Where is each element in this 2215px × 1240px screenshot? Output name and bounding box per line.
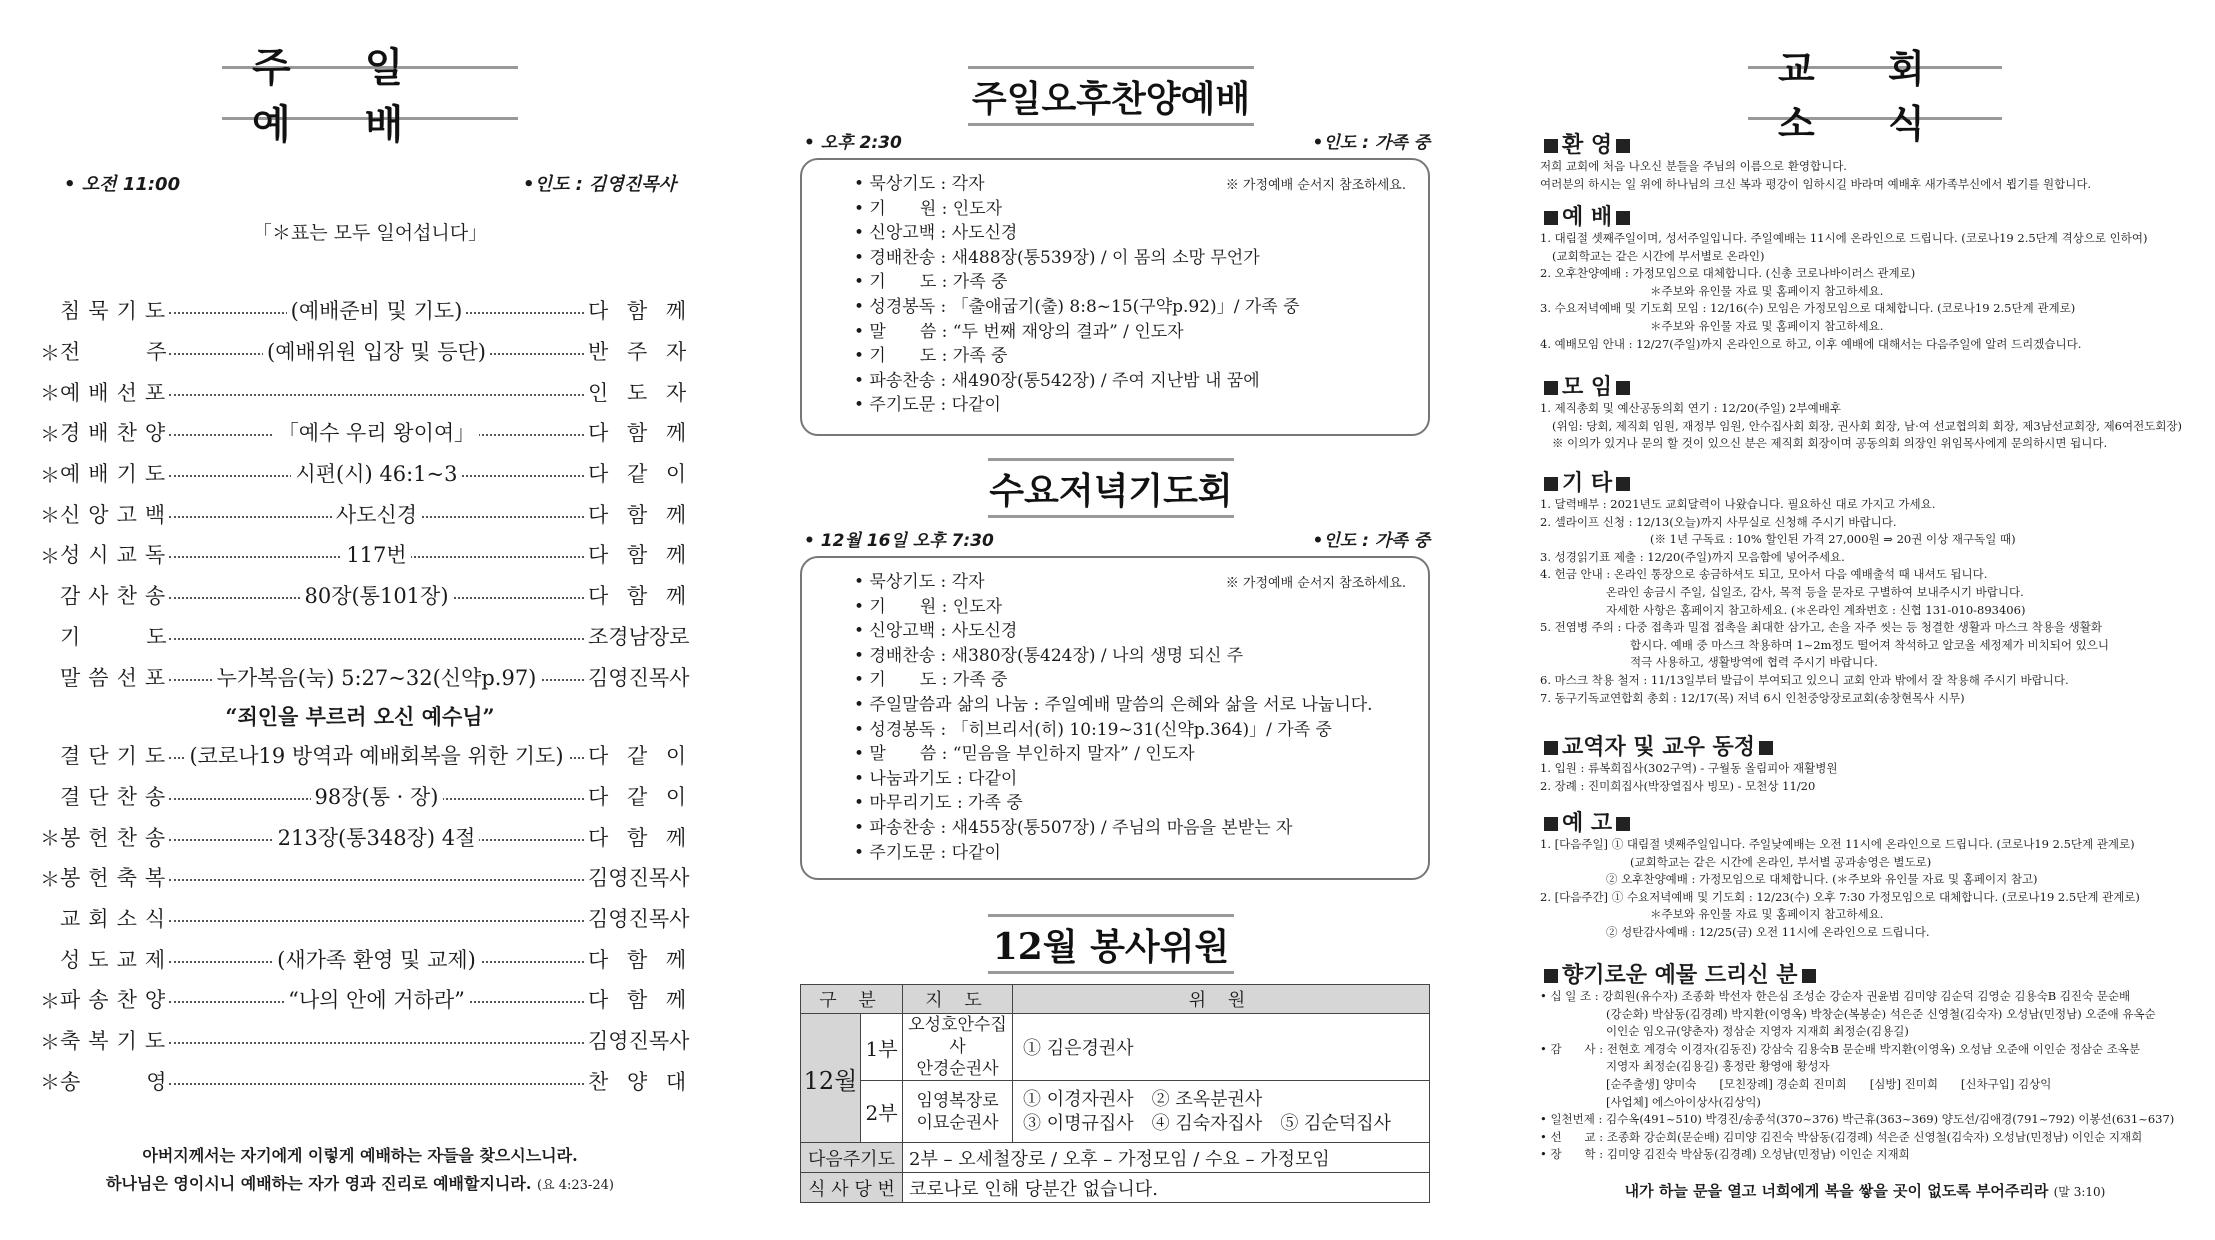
part1-wiwon: ① 김은경권사 (1013, 1014, 1430, 1081)
notice-text (1540, 836, 2190, 942)
text-line: • 말 씀 : “믿음을 부인하지 말자” / 인도자 (854, 744, 1195, 765)
order-label: 결단찬송 (60, 784, 174, 809)
order-detail: 117번 (342, 539, 410, 569)
section-welcome (1540, 128, 1634, 159)
order-detail: “나의 안에 거하라” (284, 984, 469, 1014)
text-line: • 경배찬송 : 새488장(통539장) / 이 몸의 소망 무언가 (854, 247, 1260, 268)
order-person: 다 함 께 (588, 584, 693, 609)
text-line: • 파송찬송 : 새455장(통507장) / 주님의 마음을 본받는 자 (854, 817, 1293, 838)
dot-leader (169, 1071, 584, 1091)
dot-leader (169, 908, 584, 928)
verse-ref: (요 4:23-24) (537, 1178, 614, 1193)
text-line: • 기 도 : 가족 중 (854, 272, 1008, 293)
standing-star: ＊ (40, 988, 60, 1013)
church-news-title: 교 회 소 식 (1748, 66, 2002, 120)
service-leader: •인도 : 김영진목사 (523, 174, 676, 195)
right-column (1540, 0, 2190, 1240)
dot-leader (169, 1030, 584, 1050)
order-item (40, 412, 693, 453)
text-line: ＊주보와 유인물 자료 및 홈페이지 참고하세요. (1650, 907, 1884, 922)
order-item (40, 493, 693, 534)
service-time: • 오전 11:00 (64, 174, 181, 195)
standing-star: ＊ (40, 421, 60, 446)
dot-leader (169, 744, 584, 769)
text-line: ② 성탄감사예배 : 12/25(금) 오전 11시에 온라인으로 드립니다. (1606, 924, 1930, 939)
dot-leader (169, 867, 584, 887)
order-person: 다 함 께 (588, 825, 693, 850)
order-person: 조경남장로 (588, 624, 690, 649)
text-line: (※ 1년 구독료 : 10% 할인된 가격 27,000원 ⇒ 20권 이상 재구독일 때) (1650, 532, 2016, 547)
next-prayer-label: 다음주기도 (801, 1143, 903, 1173)
text-line: ※ 이의가 있거나 문의 할 것이 있으신 분은 제직회 회장이며 공동의회 의장인 위임목사에게 문의하시면 됩니다. (1552, 436, 2108, 451)
order-person: 김영진목사 (588, 866, 690, 891)
text-line: 3. 성경읽기표 제출 : 12/20(주일)까지 모음함에 넣어주세요. (1540, 549, 1845, 564)
text-line: • 신앙고백 : 사도신경 (854, 223, 1018, 244)
wednesday-note: ※ 가정예배 순서지 참조하세요. (1225, 576, 1406, 591)
text-line: • 묵상기도 : 각자 (854, 572, 985, 592)
order-item (40, 979, 693, 1020)
meal-duty-value: 코로나로 인해 당분간 없습니다. (903, 1173, 1430, 1203)
standing-star: ＊ (40, 340, 60, 365)
text-line: • 선 교 : 조종화 강순희(문순배) 김미양 김진숙 박삼동(김경례) 석은준 신영철(김숙자) 오성남(민정남) 이인순 지재희 (1540, 1129, 2143, 1144)
order-label: 신앙고백 (60, 502, 174, 527)
order-label: 축복기도 (60, 1029, 174, 1054)
dot-leader (169, 665, 584, 690)
dot-leader (169, 543, 584, 568)
standing-star: ＊ (40, 503, 60, 528)
dot-leader (169, 988, 584, 1013)
order-person: 찬 양 대 (588, 1069, 693, 1094)
text-line: 온라인 송금시 주일, 십일조, 감사, 목적 등을 문자로 구별하여 보내주시기 바랍니다. (1606, 584, 2024, 599)
square-bullet-icon (1616, 477, 1630, 491)
text-line: 1. 제직총회 및 예산공동의회 연기 : 12/20(주일) 2부예배후 (1540, 401, 1841, 415)
text-line: • 주기도문 : 다같이 (854, 842, 1001, 863)
standing-star: ＊ (40, 866, 60, 891)
text-line: [순주출생] 양미숙 [모친장례] 경순희 진미희 [심방] 진미희 [신차구입] 김상익 (1606, 1076, 2052, 1091)
section-offering (1540, 958, 1820, 989)
order-label: 결단기도 (60, 744, 174, 769)
standing-note: 「＊표는 모두 일어섭니다」 (252, 222, 488, 244)
square-bullet-icon (1544, 139, 1558, 153)
left-column (40, 0, 700, 1240)
dot-leader (169, 626, 584, 646)
text-line: 3. 수요저녁예배 및 기도회 모임 : 12/16(수) 모임은 가정모임으로 대체합니다. (코로나19 2.5단계 관계로) (1540, 301, 2076, 316)
order-label: 성도교제 (60, 947, 174, 972)
verse-line-2 (40, 1170, 680, 1200)
order-label: 성시교독 (60, 543, 174, 568)
square-bullet-icon (1544, 969, 1558, 983)
text-line: 지영자 최정순(김용길) 홍정란 황영애 황성자 (1606, 1059, 1830, 1074)
order-label: 교회소식 (60, 906, 174, 931)
order-detail: (예배준비 및 기도) (287, 295, 467, 325)
order-item (40, 453, 693, 494)
order-label: 전 주 (60, 340, 175, 365)
afternoon-worship-title: 주일오후찬양예배 (968, 66, 1254, 126)
text-line: 4. 헌금 안내 : 온라인 통장으로 송금하셔도 되고, 모아서 다음 예배출석 때 내셔도 됩니다. (1540, 567, 1988, 582)
welcome-text (1540, 158, 2190, 193)
text-line: 합시다. 예배 중 마스크 착용하며 1~2m정도 떨어져 착석하고 알코올 세정제가 비치되어 있으니 (1630, 637, 2109, 652)
order-person: 다 같 이 (588, 784, 693, 809)
table-row (801, 1143, 1430, 1173)
order-person: 김영진목사 (588, 665, 690, 690)
text-line: • 기 원 : 인도자 (854, 596, 1003, 617)
section-offering-label: 향기로운 예물 드리신 분 (1562, 962, 1798, 988)
text-line: (교회학교는 같은 시간에 온라인, 부서별 공과송영은 별도로) (1630, 854, 1932, 869)
order-item (40, 776, 693, 817)
order-item (40, 290, 693, 331)
wednesday-prayer-title: 수요저녁기도회 (988, 458, 1234, 518)
order-person: 인 도 자 (588, 380, 693, 405)
order-item (40, 656, 690, 697)
standing-star: ＊ (40, 462, 60, 487)
verse-line-2-text: 하나님은 영이시니 예배하는 자가 영과 진리로 예배할지니라. (106, 1174, 532, 1193)
wednesday-order-list (854, 570, 1373, 865)
afternoon-order-list (854, 172, 1300, 418)
table-row (801, 1173, 1430, 1203)
order-label: 예배기도 (60, 462, 174, 487)
dot-leader (169, 825, 584, 850)
order-of-worship (40, 290, 693, 1101)
wednesday-order-panel (800, 556, 1430, 880)
closing-verse (40, 1142, 680, 1200)
text-line: [사업체] 에스아이상사(김상익) (1606, 1094, 1761, 1109)
text-line: (위임: 당회, 제직회 임원, 재정부 임원, 안수집사회 회장, 권사회 회장, 남·여 선교협의회 회장, 제3남선교회장, 제6여전도회장) (1552, 418, 2183, 433)
order-detail: 사도신경 (332, 499, 421, 529)
square-bullet-icon (1616, 381, 1630, 395)
text-line: • 주일말씀과 삶의 나눔 : 주일예배 말씀의 은혜와 삶을 서로 나눕니다. (854, 694, 1373, 715)
section-staff (1540, 730, 1777, 761)
part1-jido: 오성호안수집사 안경순권사 (903, 1014, 1013, 1081)
next-prayer-value: 2부 – 오세철장로 / 오후 – 가정모임 / 수요 – 가정모임 (903, 1143, 1430, 1173)
afternoon-note: ※ 가정예배 순서지 참조하세요. (1225, 178, 1406, 193)
dot-leader (169, 947, 584, 972)
square-bullet-icon (1544, 477, 1558, 491)
part2-wiwon (1013, 1081, 1430, 1143)
text-line: • 감 사 : 전현호 계경숙 이경자(김동진) 강삼숙 김용숙B 문순배 박지환(이영옥) 오성남 오준애 이인순 정삼순 조옥분 (1540, 1041, 2141, 1056)
text-line: 여러분의 하시는 일 위에 하나님의 크신 복과 평강이 임하시길 바라며 예배후 새가족부신에서 뵙기를 원합니다. (1540, 176, 2092, 191)
part1-cell: 1부 (861, 1014, 903, 1081)
closing-blessing-ref: (말 3:10) (2053, 1185, 2106, 1199)
order-item (40, 898, 690, 939)
text-line: ＊주보와 유인물 자료 및 홈페이지 참고하세요. (1650, 318, 1884, 333)
text-line: 2. 셀라이프 신청 : 12/13(오늘)까지 사무실로 신청해 주시기 바랍니다. (1540, 514, 1897, 529)
dot-leader (169, 462, 584, 487)
order-item (40, 1020, 690, 1061)
order-person: 다 함 께 (588, 502, 693, 527)
text-line: 4. 예배모임 안내 : 12/27(주일)까지 온라인으로 하고, 이후 예배에 대해서는 다음주일에 알려 드리겠습니다. (1540, 336, 2082, 351)
order-item (40, 575, 693, 616)
text-line: • 경배찬송 : 새380장(통424장) / 나의 생명 되신 주 (854, 645, 1244, 666)
standing-star: ＊ (40, 543, 60, 568)
header-jido: 지 도 (903, 985, 1013, 1014)
dot-leader (169, 382, 584, 402)
text-line: • 기 도 : 가족 중 (854, 346, 1008, 367)
text-line: 1. 대림절 셋째주일이며, 성서주일입니다. 주일예배는 11시에 온라인으로 드립니다. (코로나19 2.5단계 격상으로 인하여) (1540, 231, 2148, 245)
order-person: 다 같 이 (588, 462, 693, 487)
text-line: 이인순 임오규(양춘자) 정삼순 지영자 지재희 최정순(김용길) (1606, 1024, 1909, 1039)
text-line: 적극 사용하고, 생활방역에 협력 주시기 바랍니다. (1630, 655, 1878, 670)
text-line: 저희 교회에 처음 나오신 분들을 주님의 이름으로 환영합니다. (1540, 159, 1847, 173)
sunday-worship-title: 주 일 예 배 (222, 66, 518, 120)
square-bullet-icon (1544, 211, 1558, 225)
closing-blessing (1540, 1180, 2190, 1201)
order-detail: 80장(통101장) (300, 580, 452, 610)
wednesday-time: • 12월 16일 오후 7:30 (804, 531, 994, 551)
order-person: 다 같 이 (588, 744, 693, 769)
verse-line-1: 아버지께서는 자기에게 이렇게 예배하는 자들을 찾으시느니라. (142, 1146, 578, 1165)
section-welcome-label: 환 영 (1562, 132, 1613, 158)
sermon-title: “죄인을 부르러 오신 예수님” (225, 703, 495, 729)
month-cell: 12월 (801, 1014, 861, 1143)
order-detail: (예배위원 입장 및 등단) (263, 336, 490, 366)
square-bullet-icon (1759, 741, 1773, 755)
standing-star: ＊ (40, 381, 60, 406)
order-item (40, 331, 693, 372)
text-line: 2. 오후찬양예배 : 가정모임으로 대체합니다. (신총 코로나바이러스 관계로) (1540, 266, 1916, 281)
etc-text (1540, 496, 2190, 707)
part2-wiwon-a: ① 이경자권사 ② 조옥분권사 (1023, 1088, 1263, 1110)
closing-blessing-text: 내가 하늘 문을 열고 너희에게 복을 쌓을 곳이 없도록 부어주리라 (1624, 1182, 2049, 1200)
order-label: 말씀선포 (60, 665, 174, 690)
section-etc (1540, 466, 1634, 497)
section-staff-label: 교역자 및 교우 동정 (1562, 734, 1755, 760)
text-line: 2. [다음주간] ① 수요저녁예배 및 기도회 : 12/23(수) 오후 7:30 가정모임으로 대체합니다. (코로나19 2.5단계 관계로) (1540, 889, 2140, 904)
section-notice (1540, 806, 1634, 837)
text-line: • 신앙고백 : 사도신경 (854, 621, 1018, 642)
text-line: 2. 장례 : 진미희집사(박장열집사 빙모) - 모천상 11/20 (1540, 778, 1816, 793)
part2-wiwon-b: ③ 이명규집사 ④ 김숙자집사 ⑤ 김순덕집사 (1023, 1112, 1391, 1134)
dot-leader (169, 502, 584, 527)
order-item (40, 1060, 693, 1101)
text-line: 6. 마스크 착용 철저 : 11/13일부터 발급이 부여되고 있으니 교회 안과 밖에서 잘 착용해 주시기 바랍니다. (1540, 672, 2069, 687)
text-line: • 일천번제 : 김수옥(491~510) 박경진/송종석(370~376) 박근휴(363~369) 양도선/김애경(791~792) 이봉선(631~637) (1540, 1112, 2175, 1127)
standing-star: ＊ (40, 1029, 60, 1054)
order-detail: (코로나19 방역과 예배회복을 위한 기도) (185, 740, 567, 770)
order-person: 다 함 께 (588, 947, 693, 972)
order-detail: 213장(통348장) 4절 (274, 822, 480, 852)
order-label: 기 도 (60, 624, 175, 649)
afternoon-leader: •인도 : 가족 중 (1312, 133, 1430, 153)
text-line: 1. 입원 : 류복희집사(302구역) - 구월동 올림피아 재활병원 (1540, 761, 1838, 775)
meeting-text (1540, 400, 2190, 453)
order-detail: 「예수 우리 왕이여」 (274, 417, 479, 447)
staff-text (1540, 760, 2190, 795)
order-label: 예배선포 (60, 380, 174, 405)
dot-leader (169, 340, 584, 365)
order-item (40, 534, 693, 575)
wednesday-leader: •인도 : 가족 중 (1312, 531, 1430, 551)
standing-star: ＊ (40, 1070, 60, 1095)
table-row (801, 1014, 1430, 1081)
order-item (40, 857, 690, 898)
header-wiwon: 위 원 (1013, 985, 1430, 1014)
text-line: • 장 학 : 김미양 김진숙 박삼동(김경례) 오성남(민정남) 이인순 지재희 (1540, 1147, 1910, 1162)
order-person: 다 함 께 (588, 421, 693, 446)
order-item (40, 616, 690, 657)
middle-column (790, 0, 1430, 1240)
order-detail: 누가복음(눅) 5:27~32(신약p.97) (213, 662, 541, 692)
order-label: 감사찬송 (60, 584, 174, 609)
order-item (40, 938, 693, 979)
order-item (40, 735, 693, 776)
order-person: 반 주 자 (588, 340, 693, 365)
text-line: 1. [다음주일] ① 대림절 넷째주일입니다. 주일낮예배는 오전 11시에 온라인으로 드립니다. (코로나19 2.5단계 관계로) (1540, 837, 2135, 851)
text-line: • 말 씀 : “두 번째 재앙의 결과” / 인도자 (854, 321, 1184, 342)
order-label: 파송찬양 (60, 988, 174, 1013)
text-line: • 마무리기도 : 가족 중 (854, 793, 1023, 814)
section-etc-label: 기 타 (1562, 470, 1613, 496)
square-bullet-icon (1616, 211, 1630, 225)
table-row (801, 1081, 1430, 1143)
text-line: • 파송찬송 : 새490장(통542장) / 주여 지난밤 내 꿈에 (854, 370, 1260, 391)
table-header (801, 985, 1430, 1014)
order-person: 김영진목사 (588, 1029, 690, 1054)
section-worship (1540, 200, 1634, 231)
order-person: 다 함 께 (588, 988, 693, 1013)
text-line: 5. 전염병 주의 : 다중 접촉과 밀접 접촉을 최대한 삼가고, 손을 자주 씻는 등 청결한 생활과 마스크 착용을 생활화 (1540, 620, 2102, 635)
order-item (40, 371, 693, 412)
part2-cell: 2부 (861, 1081, 903, 1143)
dot-leader (169, 421, 584, 446)
text-line: • 십 일 조 : 강희원(유수자) 조종화 박선자 한은심 조성순 강순자 권윤범 김미양 김순덕 김영순 김용숙B 김진숙 문순배 (1540, 989, 2131, 1003)
order-label: 봉헌찬송 (60, 825, 174, 850)
text-line: ② 오후찬양예배 : 가정모임으로 대체합니다. (＊주보와 유인물 자료 및 홈페이지 참고) (1606, 872, 2038, 887)
part2-jido: 임영복장로 이묘순권사 (903, 1081, 1013, 1143)
afternoon-time: • 오후 2:30 (804, 133, 902, 153)
volunteers-table (800, 984, 1430, 1203)
order-detail: 98장(통 · 장) (311, 781, 443, 811)
meal-duty-label: 식 사 당 번 (801, 1173, 903, 1203)
order-person: 다 함 께 (588, 299, 693, 324)
order-detail: 시편(시) 46:1~3 (291, 458, 461, 488)
offering-text (1540, 988, 2190, 1164)
text-line: 자세한 사항은 홈페이지 참고하세요. (＊온라인 계좌번호 : 신협 131-010-893406) (1606, 602, 2026, 617)
text-line: • 성경봉독 : 「히브리서(히) 10:19~31(신약p.364)」/ 가족 중 (854, 719, 1332, 740)
dot-leader (169, 584, 584, 609)
text-line: • 주기도문 : 다같이 (854, 395, 1001, 416)
text-line: • 기 원 : 인도자 (854, 198, 1003, 219)
volunteers-title: 12월 봉사위원 (988, 914, 1234, 974)
order-label: 침묵기도 (60, 299, 174, 324)
text-line: 7. 동구기독교연합회 총회 : 12/17(목) 저녁 6시 인천중앙장로교회(송창현목사 시무) (1540, 690, 1965, 705)
order-label: 송 영 (60, 1069, 175, 1094)
text-line: (교회학교는 같은 시간에 부서별로 온라인) (1552, 248, 1765, 263)
order-person: 김영진목사 (588, 906, 690, 931)
dot-leader (169, 299, 584, 324)
text-line: • 성경봉독 : 「출애굽기(출) 8:8~15(구약p.92)」/ 가족 중 (854, 296, 1300, 317)
square-bullet-icon (1544, 381, 1558, 395)
order-detail: (새가족 환영 및 교제) (273, 944, 480, 974)
order-label: 봉헌축복 (60, 866, 174, 891)
text-line: (강순화) 박삼동(김경례) 박지환(이영옥) 박창순(복봉순) 석은준 신영철(김숙자) 오성남(민정남) 오준애 유옥순 (1606, 1006, 2156, 1021)
square-bullet-icon (1802, 969, 1816, 983)
text-line: 1. 달력배부 : 2021년도 교회달력이 나왔습니다. 필요하신 대로 가지고 가세요. (1540, 497, 1936, 511)
standing-star: ＊ (40, 826, 60, 851)
afternoon-order-panel (800, 158, 1430, 436)
text-line: • 묵상기도 : 각자 (854, 174, 985, 194)
square-bullet-icon (1544, 817, 1558, 831)
header-gubun: 구 분 (801, 985, 903, 1014)
section-meeting (1540, 370, 1634, 401)
order-item (40, 816, 693, 857)
text-line: ＊주보와 유인물 자료 및 홈페이지 참고하세요. (1650, 283, 1884, 298)
square-bullet-icon (1616, 139, 1630, 153)
text-line: • 기 도 : 가족 중 (854, 670, 1008, 691)
section-meeting-label: 모 임 (1562, 374, 1613, 400)
section-notice-label: 예 고 (1562, 810, 1613, 836)
order-label: 경배찬양 (60, 421, 174, 446)
square-bullet-icon (1616, 817, 1630, 831)
order-person: 다 함 께 (588, 543, 693, 568)
text-line: • 나눔과기도 : 다같이 (854, 768, 1018, 789)
section-worship-label: 예 배 (1562, 204, 1613, 230)
square-bullet-icon (1544, 741, 1558, 755)
dot-leader (169, 784, 584, 809)
worship-text (1540, 230, 2190, 353)
